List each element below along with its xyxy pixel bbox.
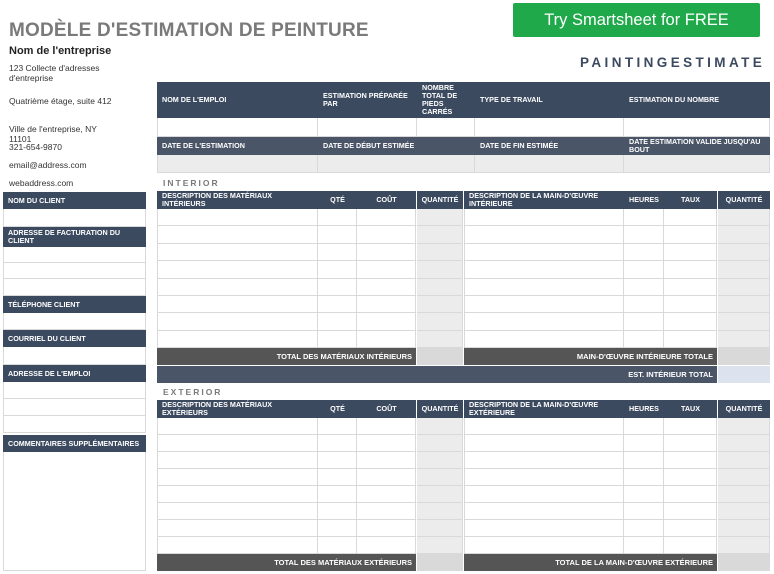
int-material-amount-cell[interactable] xyxy=(417,209,463,226)
header-ext-mat-amount: QUANTITÉ xyxy=(417,400,463,418)
header-int-labor-desc: DESCRIPTION DE LA MAIN-D'ŒUVRE INTÉRIEURE xyxy=(464,191,624,209)
job-address-field[interactable] xyxy=(3,399,146,416)
int-labor-amount-cell[interactable] xyxy=(718,226,770,243)
ext-material-desc-cell[interactable] xyxy=(157,452,318,469)
valid-until-field[interactable] xyxy=(624,155,770,173)
estimate-title: PAINTINGESTIMATE xyxy=(580,55,766,70)
ext-material-amount-cell[interactable] xyxy=(417,503,463,520)
header-ext-material-desc: DESCRIPTION DES MATÉRIAUX EXTÉRIEURS xyxy=(157,400,318,418)
billing-address-field[interactable] xyxy=(3,263,146,279)
interior-section-label: INTERIOR xyxy=(163,178,220,188)
ext-labor-hours-cell[interactable] xyxy=(624,537,664,554)
client-phone-field[interactable] xyxy=(3,313,146,330)
ext-materials-total-label: TOTAL DES MATÉRIAUX EXTÉRIEURS xyxy=(157,554,416,571)
ext-labor-amount-cell[interactable] xyxy=(718,435,770,452)
int-labor-desc-cell[interactable] xyxy=(464,331,624,348)
int-labor-amount-cell[interactable] xyxy=(718,331,770,348)
ext-labor-desc-cell[interactable] xyxy=(464,435,624,452)
header-ext-cost: COÛT xyxy=(357,400,416,418)
ext-labor-rate-cell[interactable] xyxy=(664,486,717,503)
job-name-field[interactable] xyxy=(157,118,318,137)
ext-material-qty-cell[interactable] xyxy=(318,418,357,435)
ext-labor-hours-cell[interactable] xyxy=(624,503,664,520)
estimate-number-field[interactable] xyxy=(624,118,770,137)
ext-material-amount-cell[interactable] xyxy=(417,418,463,435)
total-sqft-field[interactable] xyxy=(417,118,475,137)
job-address-field[interactable] xyxy=(3,416,146,433)
ext-material-amount-cell[interactable] xyxy=(417,520,463,537)
billing-address-field[interactable] xyxy=(3,279,146,296)
ext-material-cost-cell[interactable] xyxy=(357,435,416,452)
int-labor-hours-cell[interactable] xyxy=(624,331,664,348)
header-estimate-date: DATE DE L'ESTIMATION xyxy=(157,137,318,155)
int-material-qty-cell[interactable] xyxy=(318,244,357,261)
int-labor-amount-cell[interactable] xyxy=(718,244,770,261)
int-labor-rate-cell[interactable] xyxy=(664,331,717,348)
ext-material-amount-cell[interactable] xyxy=(417,435,463,452)
ext-labor-hours-cell[interactable] xyxy=(624,418,664,435)
ext-labor-amount-cell[interactable] xyxy=(718,418,770,435)
int-labor-hours-cell[interactable] xyxy=(624,244,664,261)
sidebar-client-email: COURRIEL DU CLIENT xyxy=(3,330,146,347)
int-labor-amount-cell[interactable] xyxy=(718,261,770,278)
int-estimate-total-value xyxy=(718,366,770,383)
int-material-cost-cell[interactable] xyxy=(357,209,416,226)
header-total-sqft: NOMBRE TOTAL DE PIEDS CARRÉS xyxy=(417,82,475,118)
header-int-qty: QTÉ xyxy=(318,191,357,209)
int-material-desc-cell[interactable] xyxy=(157,261,318,278)
ext-labor-desc-cell[interactable] xyxy=(464,469,624,486)
int-material-qty-cell[interactable] xyxy=(318,226,357,243)
company-name: Nom de l'entreprise xyxy=(9,45,112,57)
ext-labor-total-value xyxy=(718,554,770,571)
int-labor-desc-cell[interactable] xyxy=(464,296,624,313)
ext-labor-desc-cell[interactable] xyxy=(464,520,624,537)
ext-labor-total-label: TOTAL DE LA MAIN-D'ŒUVRE EXTÉRIEURE xyxy=(464,554,717,571)
ext-material-desc-cell[interactable] xyxy=(157,537,318,554)
header-int-labor-amount: QUANTITÉ xyxy=(718,191,770,209)
int-material-amount-cell[interactable] xyxy=(417,331,463,348)
header-ext-labor-amount: QUANTITÉ xyxy=(718,400,770,418)
ext-material-qty-cell[interactable] xyxy=(318,435,357,452)
int-material-amount-cell[interactable] xyxy=(417,261,463,278)
header-estimate-number: ESTIMATION DU NOMBRE xyxy=(624,82,770,118)
email-text: email@address.com xyxy=(9,160,87,170)
ext-labor-rate-cell[interactable] xyxy=(664,452,717,469)
int-material-cost-cell[interactable] xyxy=(357,226,416,243)
header-job-type: TYPE DE TRAVAIL xyxy=(475,82,624,118)
job-type-field[interactable] xyxy=(475,118,624,137)
ext-material-qty-cell[interactable] xyxy=(318,520,357,537)
header-ext-hours: HEURES xyxy=(624,400,664,418)
int-material-desc-cell[interactable] xyxy=(157,226,318,243)
int-estimate-total-label: EST. INTÉRIEUR TOTAL xyxy=(157,366,717,383)
int-material-amount-cell[interactable] xyxy=(417,244,463,261)
header-start-date: DATE DE DÉBUT ESTIMÉE xyxy=(318,137,475,155)
job-address-field[interactable] xyxy=(3,382,146,399)
exterior-section-label: EXTERIOR xyxy=(163,387,223,397)
int-materials-total-label: TOTAL DES MATÉRIAUX INTÉRIEURS xyxy=(157,348,416,365)
int-labor-rate-cell[interactable] xyxy=(664,261,717,278)
ext-labor-desc-cell[interactable] xyxy=(464,503,624,520)
ext-material-desc-cell[interactable] xyxy=(157,418,318,435)
int-labor-hours-cell[interactable] xyxy=(624,261,664,278)
ext-material-cost-cell[interactable] xyxy=(357,537,416,554)
int-labor-rate-cell[interactable] xyxy=(664,296,717,313)
ext-labor-desc-cell[interactable] xyxy=(464,418,624,435)
int-materials-total-value xyxy=(417,348,463,365)
ext-material-qty-cell[interactable] xyxy=(318,503,357,520)
ext-labor-hours-cell[interactable] xyxy=(624,486,664,503)
int-material-qty-cell[interactable] xyxy=(318,313,357,330)
ext-material-amount-cell[interactable] xyxy=(417,452,463,469)
ext-material-desc-cell[interactable] xyxy=(157,435,318,452)
int-labor-desc-cell[interactable] xyxy=(464,313,624,330)
int-labor-amount-cell[interactable] xyxy=(718,209,770,226)
ext-material-cost-cell[interactable] xyxy=(357,452,416,469)
int-material-desc-cell[interactable] xyxy=(157,244,318,261)
int-material-amount-cell[interactable] xyxy=(417,279,463,296)
int-material-cost-cell[interactable] xyxy=(357,331,416,348)
int-material-desc-cell[interactable] xyxy=(157,279,318,296)
address-line: Ville de l'entreprise, NY 11101 xyxy=(9,124,97,144)
ext-labor-amount-cell[interactable] xyxy=(718,469,770,486)
client-name-field[interactable] xyxy=(3,209,146,227)
ext-labor-rate-cell[interactable] xyxy=(664,537,717,554)
int-material-amount-cell[interactable] xyxy=(417,296,463,313)
prepared-by-field[interactable] xyxy=(318,118,417,137)
start-date-field[interactable] xyxy=(318,155,475,173)
ext-labor-amount-cell[interactable] xyxy=(718,486,770,503)
int-labor-hours-cell[interactable] xyxy=(624,279,664,296)
ext-material-amount-cell[interactable] xyxy=(417,537,463,554)
ext-material-qty-cell[interactable] xyxy=(318,469,357,486)
ext-material-amount-cell[interactable] xyxy=(417,469,463,486)
int-labor-desc-cell[interactable] xyxy=(464,209,624,226)
header-valid-until: DATE ESTIMATION VALIDE JUSQU'AU BOUT xyxy=(624,137,770,155)
address-line: Quatrième étage, suite 412 xyxy=(9,96,112,106)
int-labor-desc-cell[interactable] xyxy=(464,279,624,296)
int-labor-rate-cell[interactable] xyxy=(664,313,717,330)
header-int-hours: HEURES xyxy=(624,191,664,209)
ext-labor-amount-cell[interactable] xyxy=(718,520,770,537)
ext-labor-hours-cell[interactable] xyxy=(624,520,664,537)
billing-address-field[interactable] xyxy=(3,247,146,263)
int-material-qty-cell[interactable] xyxy=(318,279,357,296)
header-int-mat-amount: QUANTITÉ xyxy=(417,191,463,209)
sidebar-comments: COMMENTAIRES SUPPLÉMENTAIRES xyxy=(3,435,146,452)
int-material-cost-cell[interactable] xyxy=(357,279,416,296)
int-material-qty-cell[interactable] xyxy=(318,331,357,348)
int-labor-hours-cell[interactable] xyxy=(624,226,664,243)
int-material-qty-cell[interactable] xyxy=(318,209,357,226)
int-material-cost-cell[interactable] xyxy=(357,244,416,261)
phone-text: 321-654-9870 xyxy=(9,142,62,152)
interior-rows xyxy=(157,209,770,348)
ext-labor-rate-cell[interactable] xyxy=(664,469,717,486)
int-labor-rate-cell[interactable] xyxy=(664,279,717,296)
int-labor-amount-cell[interactable] xyxy=(718,296,770,313)
ext-labor-desc-cell[interactable] xyxy=(464,486,624,503)
header-job-name: NOM DE L'EMPLOI xyxy=(157,82,318,118)
ext-labor-rate-cell[interactable] xyxy=(664,435,717,452)
ext-labor-hours-cell[interactable] xyxy=(624,469,664,486)
ext-labor-amount-cell[interactable] xyxy=(718,537,770,554)
int-labor-desc-cell[interactable] xyxy=(464,261,624,278)
ext-labor-rate-cell[interactable] xyxy=(664,520,717,537)
sidebar-job-address: ADRESSE DE L'EMPLOI xyxy=(3,365,146,382)
int-labor-hours-cell[interactable] xyxy=(624,209,664,226)
header-ext-qty: QTÉ xyxy=(318,400,357,418)
ext-materials-total-value xyxy=(417,554,463,571)
ext-labor-hours-cell[interactable] xyxy=(624,435,664,452)
int-labor-rate-cell[interactable] xyxy=(664,226,717,243)
int-material-qty-cell[interactable] xyxy=(318,261,357,278)
ext-labor-hours-cell[interactable] xyxy=(624,452,664,469)
ext-labor-amount-cell[interactable] xyxy=(718,452,770,469)
int-material-amount-cell[interactable] xyxy=(417,226,463,243)
ext-material-desc-cell[interactable] xyxy=(157,503,318,520)
header-ext-labor-desc: DESCRIPTION DE LA MAIN-D'ŒUVRE EXTÉRIEURE xyxy=(464,400,624,418)
int-material-desc-cell[interactable] xyxy=(157,331,318,348)
sidebar-client-name: NOM DU CLIENT xyxy=(3,192,146,209)
ext-material-qty-cell[interactable] xyxy=(318,452,357,469)
header-int-material-desc: DESCRIPTION DES MATÉRIAUX INTÉRIEURS xyxy=(157,191,318,209)
header-ext-rate: TAUX xyxy=(664,400,717,418)
ext-labor-rate-cell[interactable] xyxy=(664,503,717,520)
int-material-cost-cell[interactable] xyxy=(357,296,416,313)
ext-labor-rate-cell[interactable] xyxy=(664,418,717,435)
header-int-cost: COÛT xyxy=(357,191,416,209)
ext-material-cost-cell[interactable] xyxy=(357,418,416,435)
try-smartsheet-button[interactable]: Try Smartsheet for FREE xyxy=(513,3,760,37)
end-date-field[interactable] xyxy=(475,155,624,173)
ext-material-desc-cell[interactable] xyxy=(157,486,318,503)
ext-material-cost-cell[interactable] xyxy=(357,469,416,486)
sidebar-billing-address: ADRESSE DE FACTURATION DU CLIENT xyxy=(3,227,146,247)
ext-material-cost-cell[interactable] xyxy=(357,486,416,503)
int-material-qty-cell[interactable] xyxy=(318,296,357,313)
int-material-desc-cell[interactable] xyxy=(157,209,318,226)
int-labor-total-value xyxy=(718,348,770,365)
ext-material-desc-cell[interactable] xyxy=(157,469,318,486)
ext-material-qty-cell[interactable] xyxy=(318,486,357,503)
ext-labor-desc-cell[interactable] xyxy=(464,537,624,554)
estimate-date-field[interactable] xyxy=(157,155,318,173)
int-labor-total-label: MAIN-D'ŒUVRE INTÉRIEURE TOTALE xyxy=(464,348,717,365)
address-line: 123 Collecte d'adresses d'entreprise xyxy=(9,63,100,83)
sidebar-client-phone: TÉLÉPHONE CLIENT xyxy=(3,296,146,313)
ext-material-cost-cell[interactable] xyxy=(357,520,416,537)
header-prepared-by: ESTIMATION PRÉPARÉE PAR xyxy=(318,82,417,118)
int-material-cost-cell[interactable] xyxy=(357,261,416,278)
ext-material-desc-cell[interactable] xyxy=(157,520,318,537)
int-labor-hours-cell[interactable] xyxy=(624,296,664,313)
int-labor-rate-cell[interactable] xyxy=(664,209,717,226)
int-material-desc-cell[interactable] xyxy=(157,313,318,330)
int-labor-amount-cell[interactable] xyxy=(718,279,770,296)
exterior-rows xyxy=(157,418,770,554)
ext-material-cost-cell[interactable] xyxy=(357,503,416,520)
int-labor-amount-cell[interactable] xyxy=(718,313,770,330)
comments-field[interactable] xyxy=(3,452,146,571)
page-title: MODÈLE D'ESTIMATION DE PEINTURE xyxy=(9,20,369,41)
ext-labor-amount-cell[interactable] xyxy=(718,503,770,520)
ext-material-amount-cell[interactable] xyxy=(417,486,463,503)
header-end-date: DATE DE FIN ESTIMÉE xyxy=(475,137,624,155)
ext-material-qty-cell[interactable] xyxy=(318,537,357,554)
ext-labor-desc-cell[interactable] xyxy=(464,452,624,469)
client-email-field[interactable] xyxy=(3,347,146,365)
int-material-cost-cell[interactable] xyxy=(357,313,416,330)
header-int-rate: TAUX xyxy=(664,191,717,209)
int-labor-hours-cell[interactable] xyxy=(624,313,664,330)
web-address-text: webaddress.com xyxy=(9,178,74,188)
int-material-amount-cell[interactable] xyxy=(417,313,463,330)
int-labor-desc-cell[interactable] xyxy=(464,244,624,261)
int-material-desc-cell[interactable] xyxy=(157,296,318,313)
int-labor-rate-cell[interactable] xyxy=(664,244,717,261)
int-labor-desc-cell[interactable] xyxy=(464,226,624,243)
